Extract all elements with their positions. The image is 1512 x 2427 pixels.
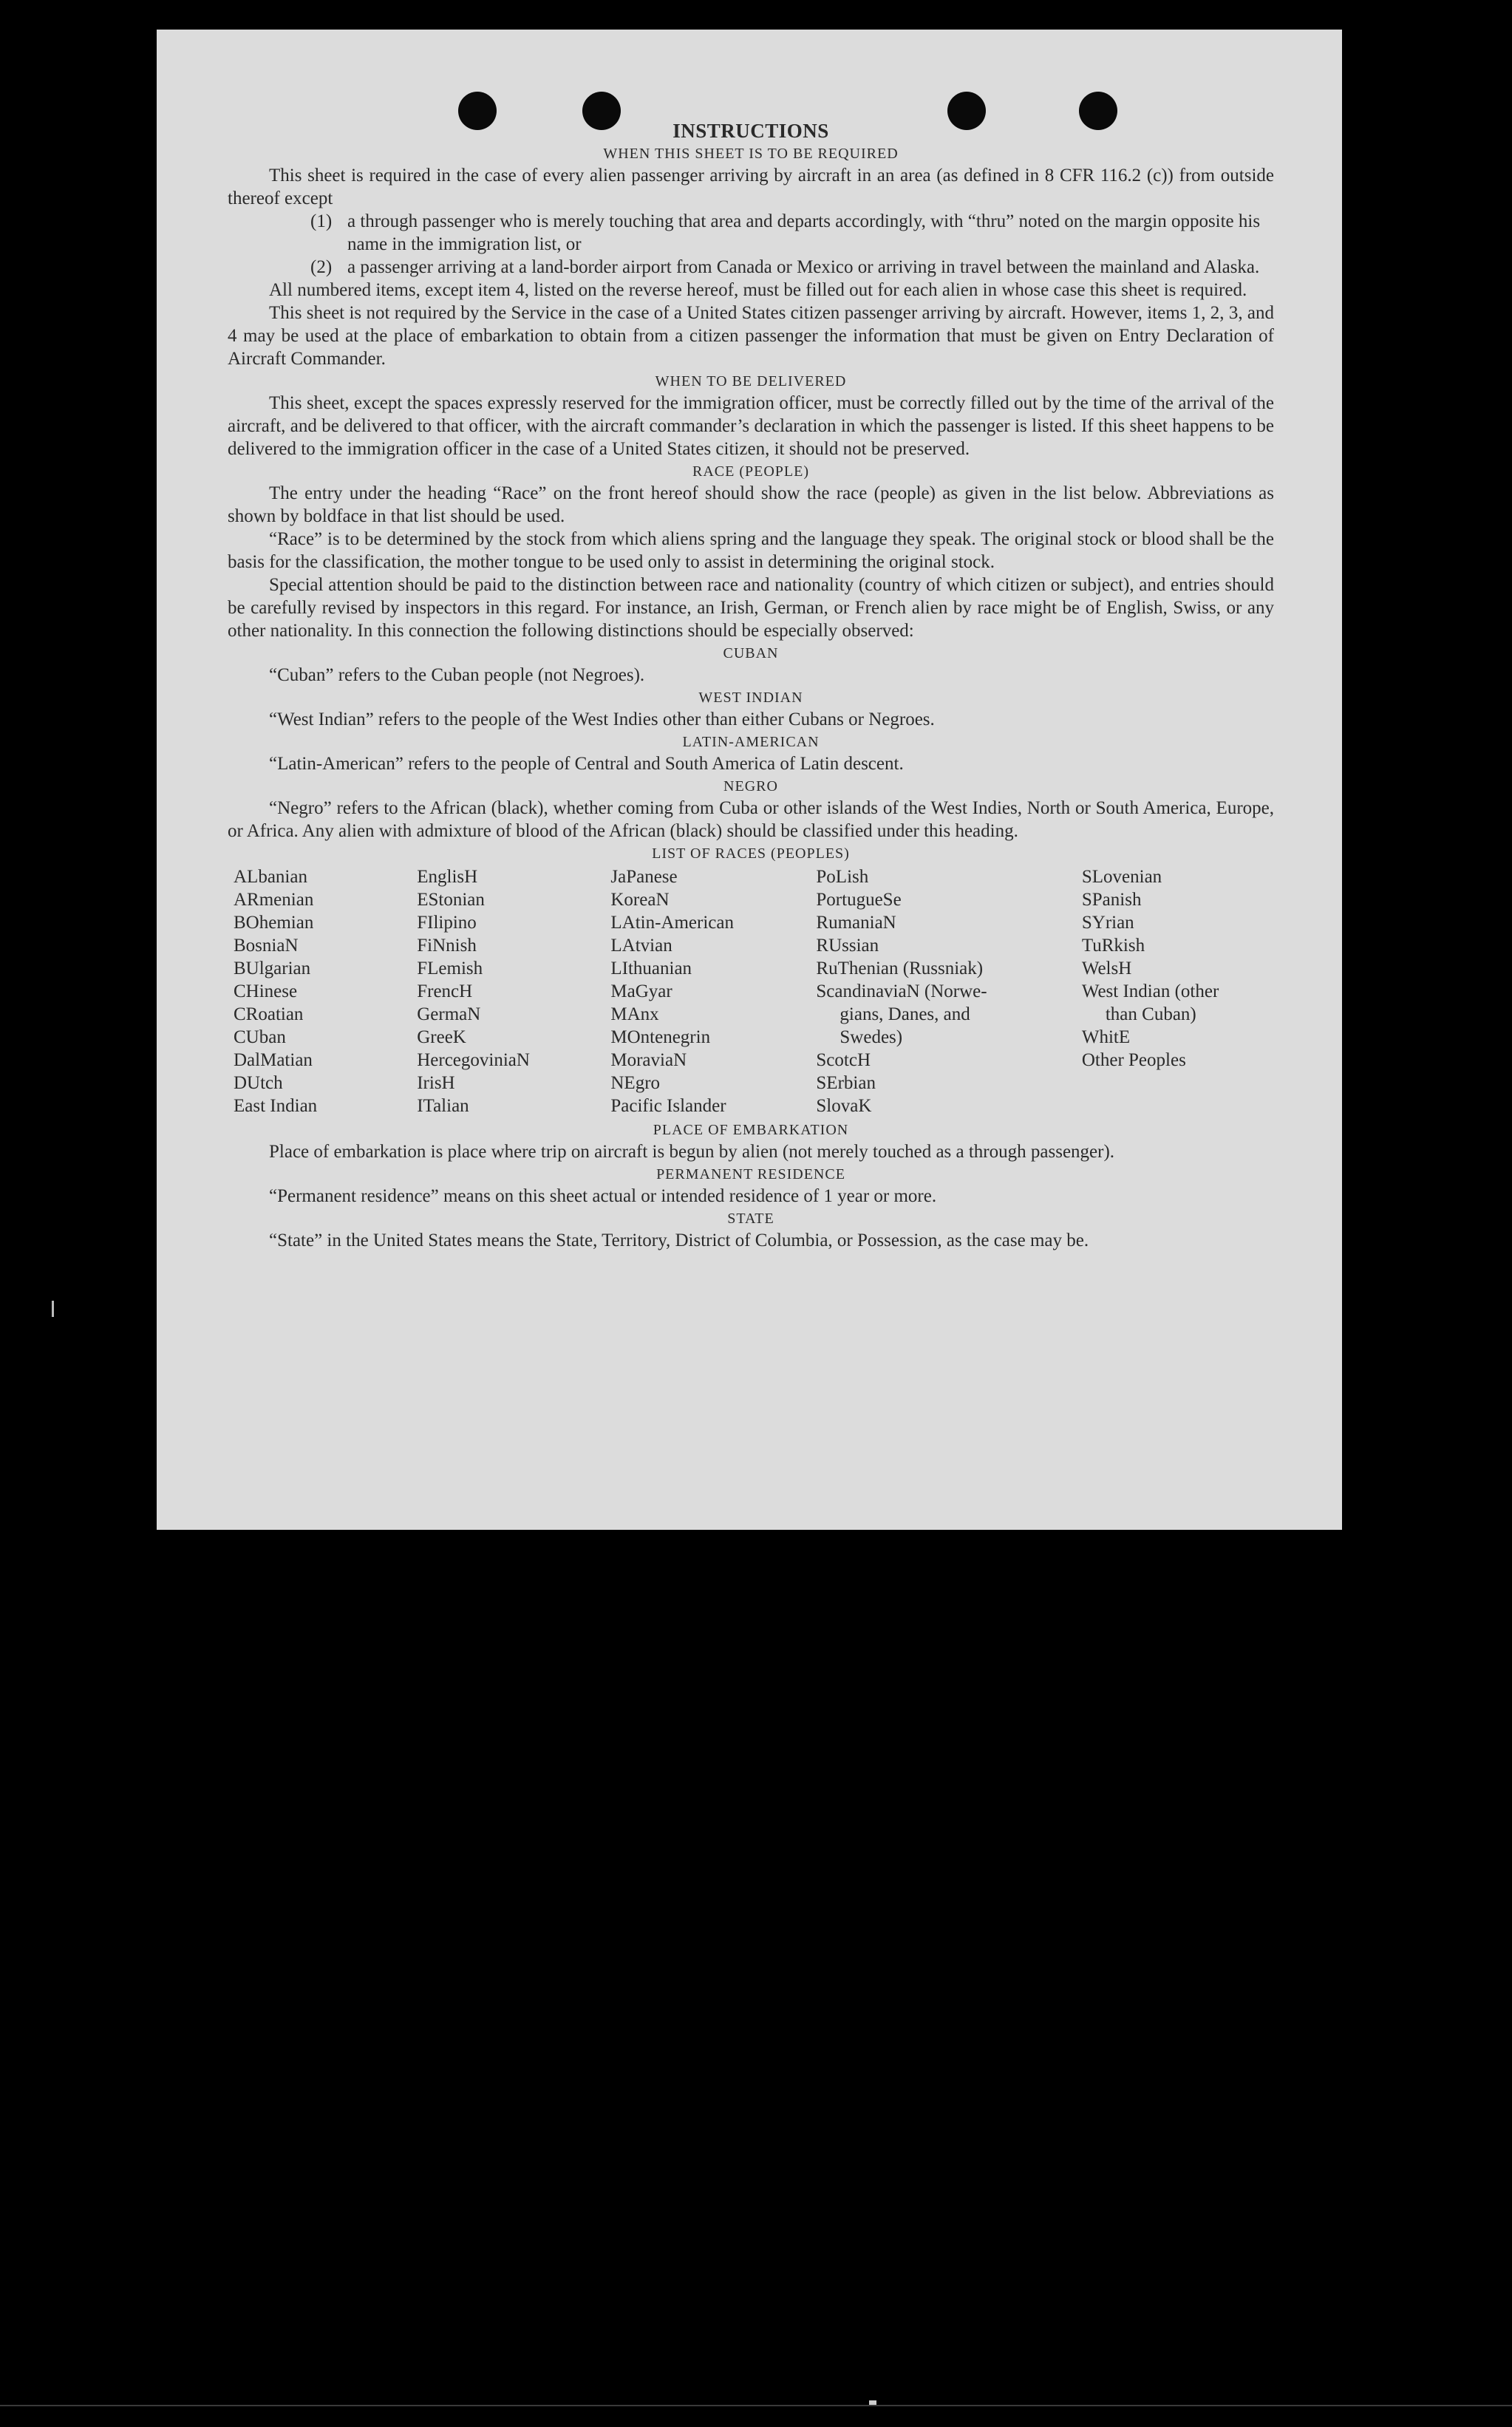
- race-entry: DalMatian: [234, 1050, 313, 1070]
- race-entry: SPanish: [1081, 890, 1142, 910]
- race-entry: ITalian: [417, 1096, 469, 1116]
- races-column-1: [234, 865, 417, 1117]
- punch-hole: [582, 92, 621, 130]
- section-heading-residence: PERMANENT RESIDENCE: [656, 1166, 845, 1182]
- race-entry: than Cuban): [1105, 1004, 1196, 1024]
- punch-hole: [1079, 92, 1117, 130]
- section-heading-embarkation: PLACE OF EMBARKATION: [653, 1122, 849, 1138]
- race-entry: ALbanian: [234, 867, 307, 887]
- races-column-4: [816, 865, 1081, 1117]
- race-entry: FrencH: [417, 981, 473, 1001]
- race-entry: MAnx: [610, 1004, 659, 1024]
- race-entry: CUban: [234, 1027, 286, 1047]
- race-entry: JaPanese: [610, 867, 678, 887]
- section-heading-race: RACE (PEOPLE): [692, 463, 809, 480]
- race-entry: GermaN: [417, 1004, 481, 1024]
- race-entry: EStonian: [417, 890, 485, 910]
- race-entry: LAtin-American: [610, 913, 734, 933]
- race-entry: Pacific Islander: [610, 1096, 726, 1116]
- page-title: INSTRUCTIONS: [672, 120, 829, 142]
- punch-hole: [947, 92, 986, 130]
- race-entry: IrisH: [417, 1073, 455, 1093]
- race-entry: TuRkish: [1081, 936, 1145, 956]
- latin-american-definition: “Latin-American” refers to the people of Central and South America of Latin descent.: [269, 754, 904, 774]
- section-heading-state: STATE: [727, 1211, 774, 1227]
- list-item: (1) a through passenger who is merely touching that area and departs accordingly, with “thru” noted on the margin opposite his name in the immigration list, or: [310, 211, 1261, 254]
- races-column-2: [417, 865, 610, 1117]
- scan-edge-line: [0, 2405, 1512, 2406]
- race-entry: PoLish: [816, 867, 869, 887]
- race-entry: WelsH: [1081, 959, 1132, 978]
- race-entry: RumaniaN: [816, 913, 896, 933]
- race-entry: RUssian: [816, 936, 879, 956]
- race-entry: SLovenian: [1081, 867, 1162, 887]
- required-intro: This sheet is required in the case of every alien passenger arriving by aircraft in an area (as defined in 8 CFR 116.2 (c)) from outside thereof except: [228, 166, 1274, 208]
- punch-hole: [458, 92, 497, 130]
- race-paragraph-2: “Race” is to be determined by the stock from which aliens spring and the language they speak. The original stock or blood shall be the basis for the classification, the mother tongue to be used only to assist in determining the original stock.: [228, 529, 1274, 572]
- race-entry: FiNnish: [417, 936, 477, 956]
- race-entry: BUlgarian: [234, 959, 311, 978]
- race-entry: KoreaN: [610, 890, 670, 910]
- section-heading-negro: NEGRO: [723, 778, 778, 794]
- race-entry: EnglisH: [417, 867, 478, 887]
- races-column-3: [610, 865, 816, 1117]
- race-entry: DUtch: [234, 1073, 283, 1093]
- race-entry: Swedes): [840, 1027, 903, 1047]
- required-paragraph-3: This sheet is not required by the Service in the case of a United States citizen passenger arriving by aircraft. However, items 1, 2, 3, and 4 may be used at the place of embarkation to obtain from a citizen passenger the information that must be given on Entry Declaration of Aircraft Commander.: [228, 303, 1274, 369]
- race-entry: BosniaN: [234, 936, 299, 956]
- races-column-5: [1082, 865, 1274, 1117]
- state-definition: “State” in the United States means the State, Territory, District of Columbia, or Possession, as the case may be.: [269, 1230, 1089, 1250]
- race-entry: SErbian: [816, 1073, 876, 1093]
- race-entry: HercegoviniaN: [417, 1050, 530, 1070]
- race-entry: gians, Danes, and: [840, 1004, 970, 1024]
- race-entry: FLemish: [417, 959, 483, 978]
- race-entry: FIlipino: [417, 913, 477, 933]
- west-indian-definition: “West Indian” refers to the people of the West Indies other than either Cubans or Negroes.: [269, 709, 935, 729]
- exceptions-list: [228, 210, 1274, 279]
- section-heading-west-indian: WEST INDIAN: [698, 690, 803, 706]
- race-entry: ARmenian: [234, 890, 314, 910]
- instruction-sheet: [157, 30, 1342, 1530]
- race-entry: MOntenegrin: [610, 1027, 711, 1047]
- embarkation-definition: Place of embarkation is place where trip on aircraft is begun by alien (not merely touched as a through passenger).: [269, 1142, 1115, 1162]
- race-paragraph-1: The entry under the heading “Race” on the front hereof should show the race (people) as given in the list below. Abbreviations as shown by boldface in that list should be used.: [228, 483, 1274, 526]
- negro-definition: “Negro” refers to the African (black), whether coming from Cuba or other islands of the West Indies, North or South America, Europe, or Africa. Any alien with admixture of blood of the African (black) should be classified under this heading.: [228, 798, 1274, 841]
- race-entry: West Indian (other: [1081, 981, 1219, 1001]
- race-entry: CRoatian: [234, 1004, 304, 1024]
- residence-definition: “Permanent residence” means on this sheet actual or intended residence of 1 year or more.: [269, 1186, 937, 1206]
- scan-speck: [52, 1301, 54, 1317]
- section-heading-races-list: LIST OF RACES (PEOPLES): [652, 845, 850, 862]
- cuban-definition: “Cuban” refers to the Cuban people (not Negroes).: [269, 665, 645, 685]
- race-entry: ScotcH: [816, 1050, 871, 1070]
- race-entry: RuThenian (Russniak): [816, 959, 984, 978]
- race-entry: WhitE: [1081, 1027, 1131, 1047]
- race-entry: Other Peoples: [1081, 1050, 1186, 1070]
- race-entry: NEgro: [610, 1073, 661, 1093]
- race-entry: BOhemian: [234, 913, 314, 933]
- required-paragraph-2: All numbered items, except item 4, listed on the reverse hereof, must be filled out for each alien in whose case this sheet is required.: [269, 280, 1247, 300]
- race-paragraph-3: Special attention should be paid to the distinction between race and nationality (country of which citizen or subject), and entries should be carefully revised by inspectors in this regard. For instance, an Irish, German, or French alien by race might be of English, Swiss, or any other nationality. In this connection the following distinctions should be especially observed:: [228, 575, 1274, 641]
- section-heading-required: WHEN THIS SHEET IS TO BE REQUIRED: [603, 146, 899, 162]
- race-entry: MaGyar: [610, 981, 672, 1001]
- section-heading-cuban: CUBAN: [723, 645, 779, 661]
- list-item: (2) a passenger arriving at a land-border airport from Canada or Mexico or arriving in travel between the mainland and Alaska.: [310, 257, 1260, 277]
- race-entry: SYrian: [1081, 913, 1134, 933]
- delivered-paragraph: This sheet, except the spaces expressly reserved for the immigration officer, must be correctly filled out by the time of the arrival of the aircraft, and be delivered to that officer, with the aircraft commander’s declaration in which the passenger is listed. If this sheet happens to be delivered to the immigration officer in the case of a United States citizen, it should not be preserved.: [228, 393, 1274, 459]
- section-heading-latin-american: LATIN-AMERICAN: [682, 734, 820, 750]
- race-entry: SlovaK: [816, 1096, 872, 1116]
- race-entry: PortugueSe: [816, 890, 902, 910]
- race-entry: MoraviaN: [610, 1050, 687, 1070]
- race-entry: East Indian: [234, 1096, 318, 1116]
- section-heading-delivered: WHEN TO BE DELIVERED: [655, 373, 847, 389]
- race-entry: LAtvian: [610, 936, 672, 956]
- race-entry: CHinese: [234, 981, 298, 1001]
- race-entry: LIthuanian: [610, 959, 692, 978]
- race-entry: ScandinaviaN (Norwe-: [816, 981, 987, 1001]
- races-list: [234, 865, 1274, 1117]
- race-entry: GreeK: [417, 1027, 466, 1047]
